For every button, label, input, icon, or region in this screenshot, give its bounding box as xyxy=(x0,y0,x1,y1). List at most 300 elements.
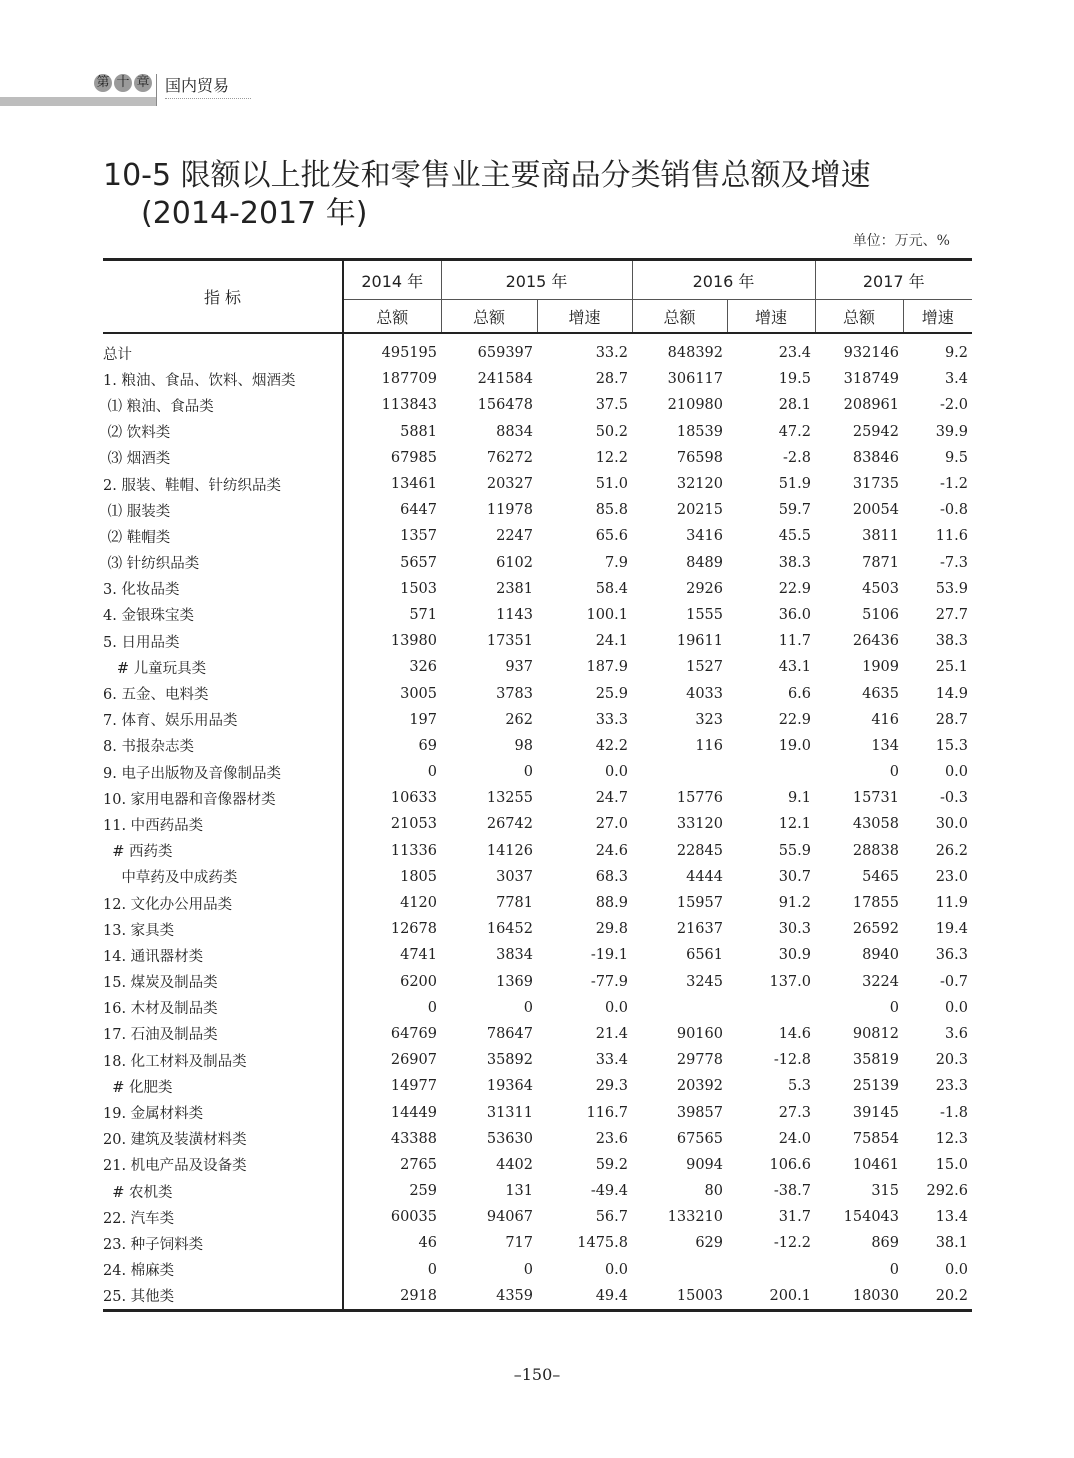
cell-value: 39857 xyxy=(676,1104,723,1121)
cell-value: 42.2 xyxy=(595,737,628,754)
page-number: –150– xyxy=(513,1365,561,1384)
row-label: 5. 日用品类 xyxy=(103,628,343,654)
cell-value: 27.3 xyxy=(778,1104,811,1121)
cell-value: 208961 xyxy=(843,397,899,414)
cell-value: 13461 xyxy=(390,476,437,493)
cell-value: 1503 xyxy=(400,580,437,597)
cell-value: 3783 xyxy=(496,685,533,702)
table-row xyxy=(103,890,972,916)
cell-value: 15.3 xyxy=(935,737,968,754)
unit-label: 单位：万元、% xyxy=(852,233,950,249)
cell-value: 64769 xyxy=(390,1025,437,1042)
cell-value: 22.9 xyxy=(778,711,811,728)
cell-value: 2926 xyxy=(686,580,723,597)
cell-value: 68.3 xyxy=(595,868,628,885)
cell-value: 100.1 xyxy=(586,606,628,623)
cell-value: 31.7 xyxy=(778,1209,811,1226)
cell-value: 14.6 xyxy=(778,1025,811,1042)
cell-value: 4635 xyxy=(862,685,899,702)
cell-value: 1475.8 xyxy=(577,1235,628,1252)
table-row xyxy=(103,1099,972,1125)
cell-value: 629 xyxy=(695,1235,723,1252)
cell-value: 1357 xyxy=(400,528,437,545)
data-table xyxy=(103,258,972,1312)
cell-value: 16452 xyxy=(486,921,533,938)
cell-value: 80 xyxy=(704,1183,723,1200)
table-row xyxy=(103,969,972,995)
table-row xyxy=(103,1126,972,1152)
cell-value: 11978 xyxy=(486,502,533,519)
cell-value: 31735 xyxy=(852,476,899,493)
cell-value: -2.8 xyxy=(783,449,811,466)
cell-value: 21637 xyxy=(676,921,723,938)
sub-header: 增速 xyxy=(727,300,815,334)
table-row xyxy=(103,445,972,471)
cell-value: 0.0 xyxy=(944,999,968,1016)
cell-value: 1143 xyxy=(496,606,533,623)
cell-value: 0.0 xyxy=(604,764,628,781)
cell-value: -12.2 xyxy=(773,1235,811,1252)
table-row xyxy=(103,1152,972,1178)
cell-value: 17351 xyxy=(486,633,533,650)
row-label: 22. 汽车类 xyxy=(103,1204,343,1230)
cell-value xyxy=(727,995,815,1021)
cell-value: 323 xyxy=(695,711,723,728)
row-label: 8. 书报杂志类 xyxy=(103,733,343,759)
cell-value: 0.0 xyxy=(944,764,968,781)
cell-value: 0 xyxy=(889,764,899,781)
cell-value: 0 xyxy=(523,999,533,1016)
cell-value: 106.6 xyxy=(769,1156,811,1173)
cell-value: 76272 xyxy=(486,449,533,466)
cell-value: 0 xyxy=(889,1261,899,1278)
cell-value: 30.3 xyxy=(778,921,811,938)
cell-value: 91.2 xyxy=(778,895,811,912)
cell-value: 25139 xyxy=(852,1078,899,1095)
cell-value: 1369 xyxy=(496,973,533,990)
cell-value: 76598 xyxy=(676,449,723,466)
cell-value: 4120 xyxy=(400,895,437,912)
table-row xyxy=(103,1073,972,1099)
cell-value: 38.3 xyxy=(778,554,811,571)
cell-value: 416 xyxy=(871,711,899,728)
cell-value: 5657 xyxy=(400,554,437,571)
cell-value: 4033 xyxy=(686,685,723,702)
table-row xyxy=(103,471,972,497)
cell-value: 1555 xyxy=(686,606,723,623)
sub-header: 增速 xyxy=(903,300,972,334)
chapter-char: 十 xyxy=(114,74,132,92)
cell-value: 154043 xyxy=(843,1209,899,1226)
cell-value: -49.4 xyxy=(590,1183,628,1200)
cell-value: 50.2 xyxy=(595,423,628,440)
cell-value: 11.9 xyxy=(935,895,968,912)
cell-value: 43.1 xyxy=(778,659,811,676)
cell-value: 65.6 xyxy=(595,528,628,545)
row-label: 20. 建筑及装潢材料类 xyxy=(103,1126,343,1152)
cell-value: 8834 xyxy=(496,423,533,440)
cell-value: 116 xyxy=(695,737,723,754)
cell-value: -0.7 xyxy=(940,973,968,990)
cell-value: 5.3 xyxy=(787,1078,811,1095)
row-label: 10. 家用电器和音像器材类 xyxy=(103,785,343,811)
cell-value: 53.9 xyxy=(935,580,968,597)
cell-value: 23.0 xyxy=(935,868,968,885)
cell-value: 9094 xyxy=(686,1156,723,1173)
cell-value: 19.5 xyxy=(778,371,811,388)
table-row xyxy=(103,550,972,576)
cell-value: 134 xyxy=(871,737,899,754)
cell-value xyxy=(727,759,815,785)
cell-value: 85.8 xyxy=(595,502,628,519)
cell-value: 318749 xyxy=(843,371,899,388)
row-label: ⑵ 饮料类 xyxy=(103,419,343,445)
cell-value: -1.8 xyxy=(940,1104,968,1121)
table-row xyxy=(103,811,972,837)
row-label: 18. 化工材料及制品类 xyxy=(103,1047,343,1073)
cell-value: 60035 xyxy=(390,1209,437,1226)
cell-value: 131 xyxy=(505,1183,533,1200)
cell-value: 43388 xyxy=(390,1130,437,1147)
cell-value: 15003 xyxy=(632,1283,727,1311)
table-row xyxy=(103,576,972,602)
cell-value: 0 xyxy=(427,1261,437,1278)
cell-value: 15.0 xyxy=(935,1156,968,1173)
row-label: # 农机类 xyxy=(103,1178,343,1204)
sub-header: 增速 xyxy=(537,300,632,334)
cell-value: 94067 xyxy=(486,1209,533,1226)
cell-value: -77.9 xyxy=(590,973,628,990)
chapter-badge xyxy=(94,74,152,92)
cell-value: 20327 xyxy=(486,476,533,493)
row-label: 15. 煤炭及制品类 xyxy=(103,969,343,995)
cell-value: 35892 xyxy=(486,1052,533,1069)
cell-value: 43058 xyxy=(852,816,899,833)
cell-value: 24.6 xyxy=(595,842,628,859)
row-label: # 儿童玩具类 xyxy=(103,654,343,680)
cell-value: 49.4 xyxy=(537,1283,632,1311)
cell-value: 3416 xyxy=(686,528,723,545)
cell-value: 20392 xyxy=(676,1078,723,1095)
year-header: 2015 年 xyxy=(441,260,632,300)
cell-value: 22.9 xyxy=(778,580,811,597)
cell-value: 21053 xyxy=(390,816,437,833)
year-header: 2017 年 xyxy=(815,260,972,300)
cell-value: 0.0 xyxy=(604,1261,628,1278)
cell-value: 0 xyxy=(427,764,437,781)
table-row xyxy=(103,1178,972,1204)
cell-value: 19.0 xyxy=(778,737,811,754)
cell-value: 7.9 xyxy=(604,554,628,571)
table-row xyxy=(103,523,972,549)
cell-value: 8940 xyxy=(862,947,899,964)
cell-value: 20215 xyxy=(676,502,723,519)
table-row xyxy=(103,654,972,680)
cell-value: 7871 xyxy=(862,554,899,571)
cell-value: 0.0 xyxy=(944,1261,968,1278)
cell-value: 4741 xyxy=(400,947,437,964)
indicator-header: 指 标 xyxy=(103,260,343,334)
row-label: 23. 种子饲料类 xyxy=(103,1230,343,1256)
cell-value: 67565 xyxy=(676,1130,723,1147)
cell-value: 6447 xyxy=(400,502,437,519)
cell-value: 26742 xyxy=(486,816,533,833)
cell-value: 12.2 xyxy=(595,449,628,466)
table-row xyxy=(103,628,972,654)
sub-header: 总额 xyxy=(441,300,537,334)
cell-value: 26436 xyxy=(852,633,899,650)
cell-value: 14126 xyxy=(486,842,533,859)
cell-value: 3224 xyxy=(862,973,899,990)
cell-value: 20054 xyxy=(852,502,899,519)
cell-value: 30.0 xyxy=(935,816,968,833)
table-title-years: (2014-2017 年) xyxy=(141,196,368,231)
cell-value: 197 xyxy=(409,711,437,728)
cell-value: 23.6 xyxy=(595,1130,628,1147)
cell-value: 0 xyxy=(427,999,437,1016)
cell-value: 113843 xyxy=(381,397,437,414)
cell-value: 306117 xyxy=(667,371,723,388)
cell-value: 30.7 xyxy=(778,868,811,885)
cell-value: 33.2 xyxy=(595,345,628,362)
table-row xyxy=(103,995,972,1021)
table-row xyxy=(103,602,972,628)
cell-value: 27.0 xyxy=(595,816,628,833)
cell-value: 24.7 xyxy=(595,790,628,807)
row-label: 13. 家具类 xyxy=(103,916,343,942)
table-row xyxy=(103,1047,972,1073)
cell-value: 12.3 xyxy=(935,1130,968,1147)
cell-value: 3037 xyxy=(496,868,533,885)
cell-value: 51.9 xyxy=(778,476,811,493)
row-label: 25. 其他类 xyxy=(103,1283,343,1311)
cell-value: 571 xyxy=(409,606,437,623)
cell-value: 19611 xyxy=(676,633,723,650)
cell-value: 6561 xyxy=(686,947,723,964)
table-row xyxy=(103,707,972,733)
row-label: 19. 金属材料类 xyxy=(103,1099,343,1125)
cell-value: 33120 xyxy=(676,816,723,833)
cell-value: 4444 xyxy=(686,868,723,885)
cell-value: 59.7 xyxy=(778,502,811,519)
cell-value: 23.4 xyxy=(778,345,811,362)
table-row xyxy=(103,1257,972,1283)
cell-value: 35819 xyxy=(852,1052,899,1069)
row-label: 11. 中西药品类 xyxy=(103,811,343,837)
cell-value: 0 xyxy=(889,999,899,1016)
cell-value: 187709 xyxy=(381,371,437,388)
section-title: 国内贸易 xyxy=(165,73,251,99)
cell-value: 33.3 xyxy=(595,711,628,728)
cell-value: 67985 xyxy=(390,449,437,466)
cell-value: 1805 xyxy=(400,868,437,885)
row-label: # 化肥类 xyxy=(103,1073,343,1099)
cell-value: 29.8 xyxy=(595,921,628,938)
table-row xyxy=(103,366,972,392)
cell-value: 26907 xyxy=(390,1052,437,1069)
cell-value: 2247 xyxy=(496,528,533,545)
cell-value: 26.2 xyxy=(935,842,968,859)
cell-value: 53630 xyxy=(486,1130,533,1147)
cell-value: 24.1 xyxy=(595,633,628,650)
cell-value: 17855 xyxy=(852,895,899,912)
cell-value: 22845 xyxy=(676,842,723,859)
year-header: 2014 年 xyxy=(343,260,441,300)
cell-value: 9.5 xyxy=(944,449,968,466)
cell-value: 39145 xyxy=(852,1104,899,1121)
cell-value: 7781 xyxy=(496,895,533,912)
table-title: 10-5 限额以上批发和零售业主要商品分类销售总额及增速 xyxy=(103,158,871,193)
cell-value: 98 xyxy=(514,737,533,754)
cell-value: 5881 xyxy=(400,423,437,440)
row-label: 3. 化妆品类 xyxy=(103,576,343,602)
cell-value: 4359 xyxy=(441,1283,537,1311)
cell-value: 869 xyxy=(871,1235,899,1252)
cell-value: 25.1 xyxy=(935,659,968,676)
cell-value: 37.5 xyxy=(595,397,628,414)
cell-value: 5465 xyxy=(862,868,899,885)
row-label: 4. 金银珠宝类 xyxy=(103,602,343,628)
cell-value: 187.9 xyxy=(586,659,628,676)
table-row xyxy=(103,838,972,864)
row-label: 17. 石油及制品类 xyxy=(103,1021,343,1047)
cell-value: 848392 xyxy=(667,345,723,362)
cell-value: 19.4 xyxy=(935,921,968,938)
year-header: 2016 年 xyxy=(632,260,815,300)
cell-value: 19364 xyxy=(486,1078,533,1095)
cell-value: 38.1 xyxy=(935,1235,968,1252)
cell-value: 315 xyxy=(871,1183,899,1200)
cell-value xyxy=(727,1257,815,1283)
cell-value: 26592 xyxy=(852,921,899,938)
table-row xyxy=(103,733,972,759)
cell-value: -12.8 xyxy=(773,1052,811,1069)
table-row xyxy=(103,864,972,890)
cell-value: 0 xyxy=(523,1261,533,1278)
row-label: 1. 粮油、食品、饮料、烟酒类 xyxy=(103,366,343,392)
cell-value: -38.7 xyxy=(773,1183,811,1200)
cell-value: 210980 xyxy=(667,397,723,414)
cell-value: 3.6 xyxy=(944,1025,968,1042)
cell-value: 27.7 xyxy=(935,606,968,623)
cell-value: -0.3 xyxy=(940,790,968,807)
row-label: 9. 电子出版物及音像制品类 xyxy=(103,759,343,785)
cell-value: 12.1 xyxy=(778,816,811,833)
cell-value: 11.6 xyxy=(935,528,968,545)
cell-value: 20.3 xyxy=(935,1052,968,1069)
cell-value: 25.9 xyxy=(595,685,628,702)
cell-value: 259 xyxy=(409,1183,437,1200)
cell-value: 133210 xyxy=(667,1209,723,1226)
table-row xyxy=(103,1230,972,1256)
cell-value: 18030 xyxy=(815,1283,903,1311)
cell-value: -1.2 xyxy=(940,476,968,493)
cell-value: 15957 xyxy=(676,895,723,912)
cell-value: -19.1 xyxy=(590,947,628,964)
cell-value: 75854 xyxy=(852,1130,899,1147)
cell-value: 21.4 xyxy=(595,1025,628,1042)
cell-value: 6.6 xyxy=(787,685,811,702)
cell-value: 15731 xyxy=(852,790,899,807)
chapter-char: 第 xyxy=(94,74,112,92)
cell-value: 69 xyxy=(418,737,437,754)
cell-value: 495195 xyxy=(381,345,437,362)
cell-value: 18539 xyxy=(676,423,723,440)
row-label: 7. 体育、娱乐用品类 xyxy=(103,707,343,733)
sub-header: 总额 xyxy=(632,300,727,334)
cell-value: 4402 xyxy=(496,1156,533,1173)
cell-value: 3811 xyxy=(862,528,899,545)
cell-value: 55.9 xyxy=(778,842,811,859)
cell-value: 241584 xyxy=(477,371,533,388)
cell-value: 2765 xyxy=(400,1156,437,1173)
cell-value: 88.9 xyxy=(595,895,628,912)
cell-value: 30.9 xyxy=(778,947,811,964)
row-label: ⑴ 粮油、食品类 xyxy=(103,392,343,418)
row-label: 12. 文化办公用品类 xyxy=(103,890,343,916)
table-row xyxy=(103,916,972,942)
cell-value: 14449 xyxy=(390,1104,437,1121)
cell-value: 28.7 xyxy=(595,371,628,388)
cell-value: 33.4 xyxy=(595,1052,628,1069)
row-label: 6. 五金、电料类 xyxy=(103,680,343,706)
cell-value: 10633 xyxy=(390,790,437,807)
cell-value: 3834 xyxy=(496,947,533,964)
cell-value: 59.2 xyxy=(595,1156,628,1173)
cell-value: 58.4 xyxy=(595,580,628,597)
cell-value: 1527 xyxy=(686,659,723,676)
cell-value: 29778 xyxy=(676,1052,723,1069)
table-body xyxy=(103,333,972,1310)
sub-header: 总额 xyxy=(343,300,441,334)
cell-value: 156478 xyxy=(477,397,533,414)
cell-value: 28.1 xyxy=(778,397,811,414)
row-label: 21. 机电产品及设备类 xyxy=(103,1152,343,1178)
cell-value: 6200 xyxy=(400,973,437,990)
cell-value: 11336 xyxy=(390,842,437,859)
cell-value: 200.1 xyxy=(727,1283,815,1311)
cell-value: 28838 xyxy=(852,842,899,859)
cell-value: 6102 xyxy=(496,554,533,571)
row-label: 16. 木材及制品类 xyxy=(103,995,343,1021)
cell-value: 90812 xyxy=(852,1025,899,1042)
cell-value: 29.3 xyxy=(595,1078,628,1095)
cell-value: 262 xyxy=(505,711,533,728)
cell-value: 932146 xyxy=(843,345,899,362)
row-label: 14. 通讯器材类 xyxy=(103,942,343,968)
cell-value: 5106 xyxy=(862,606,899,623)
table-row xyxy=(103,785,972,811)
cell-value: 3005 xyxy=(400,685,437,702)
cell-value: 15776 xyxy=(676,790,723,807)
row-label: ⑶ 针纺织品类 xyxy=(103,550,343,576)
cell-value: 14977 xyxy=(390,1078,437,1095)
table-row xyxy=(103,419,972,445)
header-bar xyxy=(0,97,156,106)
cell-value: 8489 xyxy=(686,554,723,571)
cell-value xyxy=(632,759,727,785)
cell-value xyxy=(632,995,727,1021)
cell-value xyxy=(632,1257,727,1283)
cell-value: 36.0 xyxy=(778,606,811,623)
cell-value: 28.7 xyxy=(935,711,968,728)
cell-value: 3245 xyxy=(686,973,723,990)
table-row xyxy=(103,759,972,785)
cell-value: 292.6 xyxy=(926,1183,968,1200)
cell-value: 51.0 xyxy=(595,476,628,493)
cell-value: 717 xyxy=(505,1235,533,1252)
cell-value: 2381 xyxy=(496,580,533,597)
